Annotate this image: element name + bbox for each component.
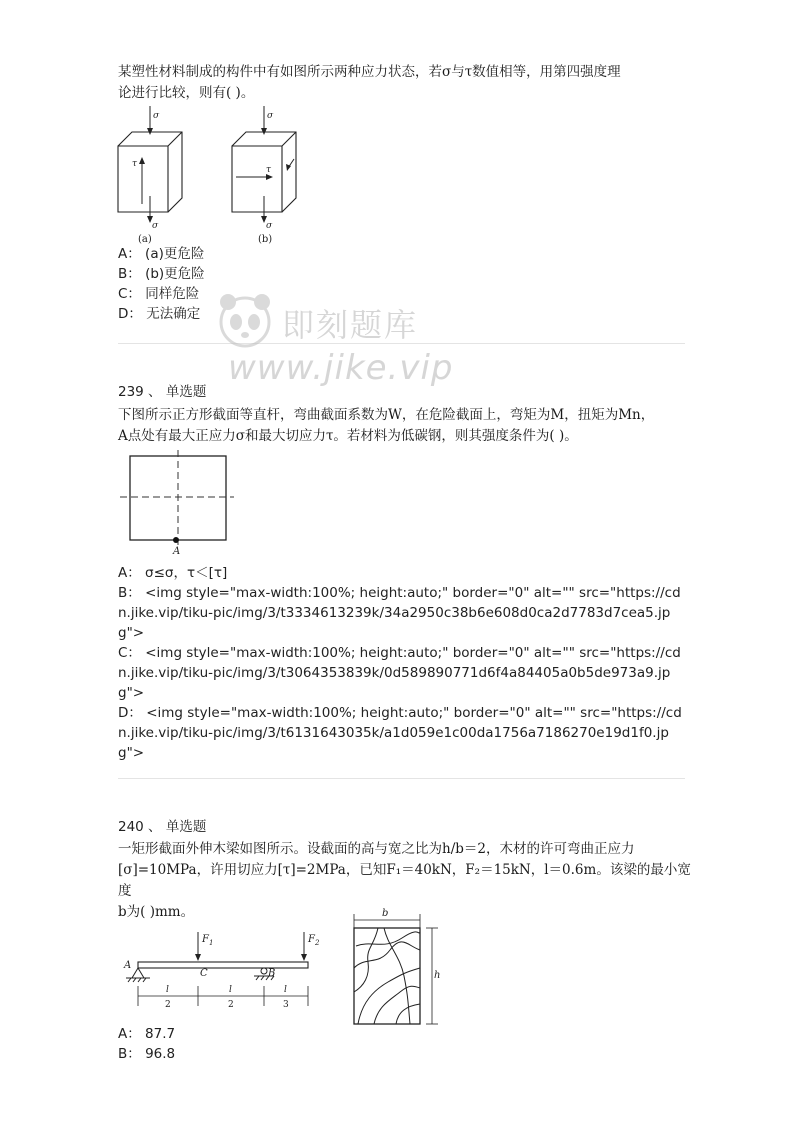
sigma-label-b-top: σ — [267, 111, 274, 121]
option-d[interactable]: D： <img style="max-width:100%; height:auto;" border="0" alt="" src="https://cdn.jike.vip/tiku-pic/img/3/t6131643035k/a1d059e1c00da1756a7186270e19d1f0.jpg"> — [118, 705, 682, 761]
stress-state-figure — [108, 104, 308, 246]
question-239-text: 下图所示正方形截面等直杆，弯曲截面系数为W，在危险截面上，弯矩为M，扭矩为Mn， A点处有最大正应力σ和最大切应力τ。若材料为低碳钢，则其强度条件为( )。 — [118, 407, 655, 444]
option-c[interactable]: C： 同样危险 — [118, 286, 200, 302]
beam — [138, 962, 308, 968]
question-238-text: 某塑性材料制成的构件中有如图所示两种应力状态，若σ与τ数值相等，用第四强度理 论进行比较，则有( )。 — [118, 64, 621, 101]
point-a-marker — [173, 537, 179, 543]
beam-figure — [118, 928, 328, 1010]
question-238-options — [118, 244, 205, 324]
cross-section-figure — [344, 906, 444, 1032]
question-239-header: 239 、 单选题 — [118, 384, 207, 400]
option-b[interactable]: B： (b)更危险 — [118, 266, 205, 282]
seg3-denominator: 3 — [283, 1000, 289, 1010]
sigma-label-a-bottom: σ — [152, 221, 159, 231]
option-b[interactable]: B： <img style="max-width:100%; height:auto;" border="0" alt="" src="https://cdn.jike.vip/tiku-pic/img/3/t3334613239k/34a2950c38b6e608d0ca2d7783d7cea5.jpg"> — [118, 585, 681, 641]
label-a: A — [124, 960, 132, 971]
label-f1: $F_1$ — [202, 934, 214, 947]
square-section-figure — [118, 450, 236, 558]
watermark-brand: 即刻题库 — [282, 306, 419, 344]
tau-label-a: τ — [132, 159, 137, 169]
caption-a: (a) — [138, 234, 152, 245]
question-240-text: 一矩形截面外伸木梁如图所示。设截面的高与宽之比为h/b＝2，木材的许可弯曲正应力 [σ]=10MPa，许用切应力[τ]=2MPa，已知F₁＝40kN，F₂＝15kN，l＝0.6m。该梁的最小宽度 b为( )mm。 — [118, 841, 691, 920]
option-a[interactable]: A： σ≤σ，τ＜[τ] — [118, 565, 228, 581]
question-240-options — [118, 1024, 175, 1064]
label-h-height: h — [434, 970, 441, 981]
option-c[interactable]: C： <img style="max-width:100%; height:auto;" border="0" alt="" src="https://cdn.jike.vip/tiku-pic/img/3/t3064353839k/0d589890771d6f4a84405a0b5de973a9.jpg"> — [118, 645, 681, 701]
point-a-label: A — [173, 546, 181, 557]
option-d[interactable]: D： 无法确定 — [118, 306, 201, 322]
caption-b: (b) — [258, 234, 273, 245]
divider — [118, 778, 685, 779]
watermark-url: www.jike.vip — [228, 348, 454, 388]
seg2-numerator: l — [229, 985, 232, 995]
label-b-width: b — [382, 908, 389, 919]
seg3-numerator: l — [284, 985, 287, 995]
label-c: C — [200, 968, 208, 979]
label-f2: $F_2$ — [308, 934, 320, 947]
option-b[interactable]: B： 96.8 — [118, 1046, 176, 1062]
seg2-denominator: 2 — [228, 1000, 234, 1010]
tau-label-b: τ — [266, 165, 271, 175]
question-239-options — [118, 563, 688, 763]
sigma-label-a-top: σ — [153, 111, 160, 121]
sigma-label-b-bottom: σ — [266, 221, 273, 231]
label-b: B — [268, 968, 276, 979]
option-a[interactable]: A： (a)更危险 — [118, 246, 205, 262]
seg1-denominator: 2 — [165, 1000, 171, 1010]
seg1-numerator: l — [166, 985, 169, 995]
option-a[interactable]: A： 87.7 — [118, 1026, 176, 1042]
panda-logo-icon — [214, 290, 276, 350]
wood-grain — [354, 928, 420, 1024]
question-240-header: 240 、 单选题 — [118, 819, 207, 835]
